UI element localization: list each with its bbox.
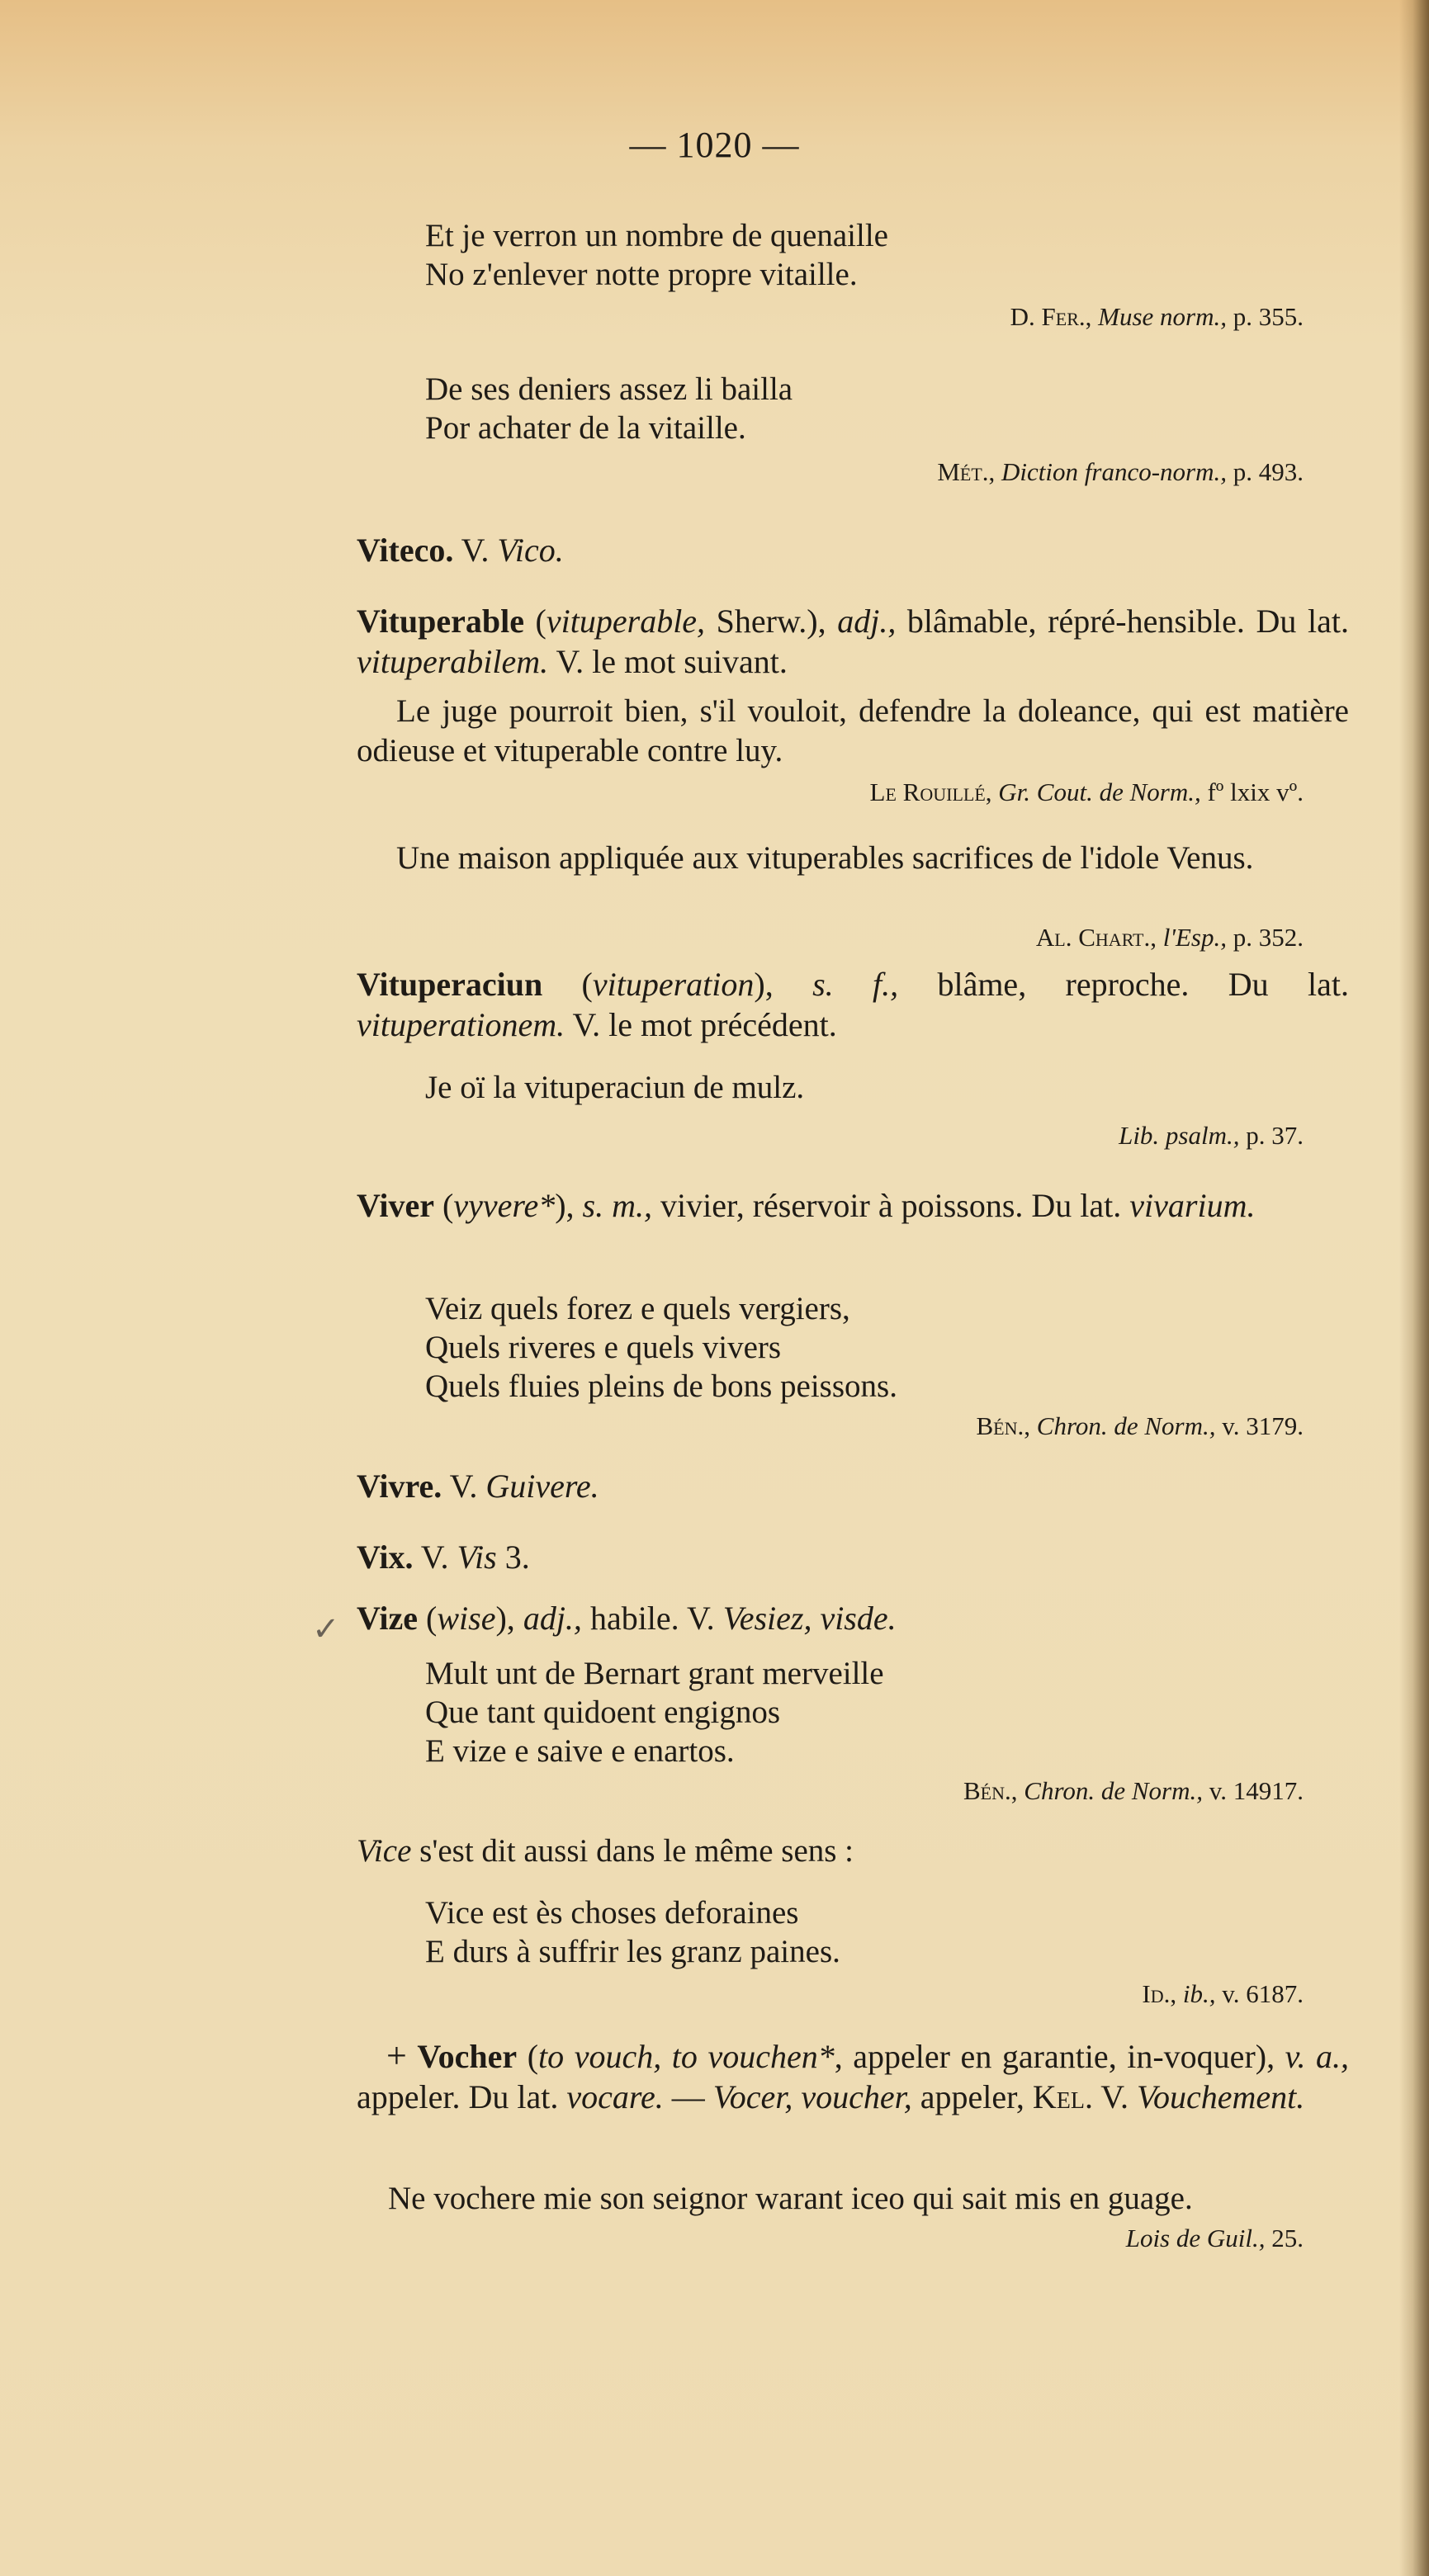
citation — [1142, 1979, 1304, 2009]
verse-line: Mult unt de Bernart grant merveille — [425, 1656, 884, 1691]
entry-text: V. le mot précédent. — [565, 1006, 837, 1043]
source-abbrev: Kel. — [1032, 2078, 1093, 2115]
entry-vituperaciun — [357, 964, 1349, 1045]
headword: Vocher — [417, 2038, 518, 2075]
citation-ref: p. 493. — [1233, 457, 1304, 486]
citation — [1119, 1121, 1304, 1151]
grammar-label: s. f., — [812, 966, 899, 1003]
entry-text: ), — [754, 966, 813, 1003]
verse-vitaille — [425, 370, 793, 447]
verse-psalm — [425, 1068, 804, 1107]
entry-viteco — [357, 530, 564, 570]
entry-vix — [357, 1537, 530, 1577]
entry-text: V. — [442, 1468, 486, 1505]
entry-text: appeler. Du lat. — [357, 2078, 567, 2115]
entry-viver — [357, 1185, 1349, 1226]
cross-reference: Vis — [457, 1539, 497, 1576]
verse-line: Et je verron un nombre de quenaille — [425, 218, 888, 253]
cross-mark-icon: + — [386, 2035, 407, 2076]
entry-text: ( — [542, 966, 593, 1003]
page-number: — 1020 — — [629, 125, 800, 165]
verse-bernart — [425, 1654, 884, 1770]
headword: Viteco. — [357, 532, 454, 569]
citation-author: D. Fer., — [1010, 302, 1092, 331]
entry-text: ), — [555, 1187, 583, 1224]
citation — [1010, 302, 1304, 332]
headword: Vize — [357, 1600, 419, 1637]
etymon: vyvere* — [453, 1187, 556, 1224]
grammar-label: v. a., — [1285, 2038, 1350, 2075]
verse-line: Por achater de la vitaille. — [425, 410, 746, 446]
entry-text: V. le mot suivant. — [548, 643, 788, 680]
verse-line: Ne vochere mie son seignor warant iceo qui sait mis en guage. — [388, 2181, 1193, 2216]
citation — [963, 1776, 1304, 1806]
headword: Vivre. — [357, 1468, 442, 1505]
entry-text: blâmable, répré-hensible. Du lat. — [896, 603, 1349, 640]
latin-etymon: vocare. — [566, 2078, 664, 2115]
citation-author: Bén., — [976, 1411, 1031, 1440]
verse-line: E vize e saive e enartos. — [425, 1733, 735, 1769]
verse-line: Vice est ès choses deforaines — [425, 1895, 799, 1931]
cross-reference: Vesiez, visde. — [722, 1600, 897, 1637]
citation-work: Chron. de Norm., — [1024, 1776, 1203, 1805]
citation-work: Muse norm., — [1098, 302, 1227, 331]
quote-text: Une maison appliquée aux vituperables sacrifices de l'idole Venus. — [396, 840, 1254, 876]
entry-vize — [357, 1598, 897, 1638]
quote-chartier — [357, 839, 1349, 878]
entry-text: V. — [1092, 2078, 1137, 2115]
grammar-label: adj., — [523, 1600, 582, 1637]
headword: Viver — [357, 1187, 435, 1224]
entry-text: — — [663, 2078, 713, 2115]
entry-text: ( — [523, 603, 547, 640]
etymon: to vouch, to vouchen* — [538, 2038, 835, 2075]
headword-variant: Vice — [357, 1833, 412, 1869]
entry-text: blâme, reproche. Du lat. — [898, 966, 1349, 1003]
verse-vivers — [425, 1289, 897, 1406]
verse-line: No z'enlever notte propre vitaille. — [425, 257, 858, 292]
etymon: wise — [437, 1600, 496, 1637]
latin-etymon: vituperationem. — [357, 1006, 565, 1043]
variant-forms: Vocer, voucher, — [712, 2078, 912, 2115]
citation-author: Mét., — [937, 457, 996, 486]
entry-text: vivier, réservoir à poissons. Du lat. — [652, 1187, 1130, 1224]
citation-author: Bén., — [963, 1776, 1018, 1805]
latin-etymon: vivarium. — [1129, 1187, 1256, 1224]
cross-reference: Vico. — [497, 532, 564, 569]
citation-ref: fº lxix vº. — [1207, 778, 1304, 806]
citation — [870, 778, 1304, 807]
citation-ref: v. 6187. — [1222, 1979, 1304, 2008]
citation — [1036, 923, 1304, 952]
citation-author: Al. Chart., — [1035, 923, 1157, 952]
citation-work: Lib. psalm., — [1119, 1121, 1240, 1150]
latin-etymon: vituperabilem. — [357, 643, 549, 680]
entry-text: , appeler en garantie, in-voquer), — [834, 2038, 1285, 2075]
etymon: vituperation — [592, 966, 755, 1003]
verse-line: Je oï la vituperaciun de mulz. — [425, 1070, 805, 1105]
citation-ref: v. 14917. — [1209, 1776, 1304, 1805]
grammar-label: adj., — [837, 603, 897, 640]
citation — [1126, 2224, 1304, 2253]
entry-text: ( — [418, 1600, 438, 1637]
verse-line: De ses deniers assez li bailla — [425, 371, 793, 407]
entry-text: V. — [413, 1539, 457, 1576]
entry-text: Sherw.), — [705, 603, 838, 640]
citation-work: Chron. de Norm., — [1036, 1411, 1216, 1440]
entry-text: ), — [495, 1600, 523, 1637]
quote-rouille — [357, 692, 1349, 771]
entry-vocher — [357, 2035, 1349, 2117]
cross-reference: Guivere. — [485, 1468, 599, 1505]
citation-ref: p. 352. — [1233, 923, 1304, 952]
entry-text: s'est dit aussi dans le même sens : — [411, 1833, 854, 1869]
citation-author: Id., — [1142, 1979, 1177, 2008]
citation — [937, 457, 1304, 487]
headword: Vituperaciun — [357, 966, 543, 1003]
citation-work: Lois de Guil., — [1125, 2224, 1266, 2252]
verse-line: Que tant quidoent engignos — [425, 1694, 781, 1730]
verse-line: E durs à suffrir les granz paines. — [425, 1934, 840, 1969]
citation — [977, 1411, 1304, 1441]
margin-tick-mark: ✓ — [312, 1610, 340, 1647]
entry-text: 3. — [496, 1539, 530, 1576]
page-edge-shadow — [1399, 0, 1429, 2576]
note-vice — [357, 1831, 854, 1871]
verse-line: Quels riveres e quels vivers — [425, 1330, 782, 1365]
entry-text: ( — [434, 1187, 454, 1224]
entry-text: habile. V. — [581, 1600, 723, 1637]
entry-text: ( — [517, 2038, 539, 2075]
citation-ref: p. 355. — [1233, 302, 1304, 331]
headword: Vix. — [357, 1539, 414, 1576]
citation-work: Diction franco-norm., — [1001, 457, 1227, 486]
verse-deforaines — [425, 1893, 840, 1971]
headword: Vituperable — [357, 603, 524, 640]
citation-work: ib., — [1182, 1979, 1216, 2008]
citation-author: Le Rouillé, — [869, 778, 992, 806]
citation-work: l'Esp., — [1162, 923, 1227, 952]
citation-ref: 25. — [1271, 2224, 1304, 2252]
citation-ref: v. 3179. — [1222, 1411, 1304, 1440]
verse-line: Quels fluies pleins de bons peissons. — [425, 1368, 897, 1404]
entry-text: V. — [453, 532, 498, 569]
quote-lois — [388, 2179, 1193, 2218]
cross-reference: Vouchement. — [1136, 2078, 1305, 2115]
entry-text: appeler, — [911, 2078, 1033, 2115]
citation-ref: p. 37. — [1246, 1121, 1304, 1150]
grammar-label: s. m., — [582, 1187, 652, 1224]
entry-vituperable — [357, 601, 1349, 682]
entry-vivre — [357, 1466, 599, 1506]
quote-text: Le juge pourroit bien, s'il vouloit, defendre la doleance, qui est matière odieuse et vituperable contre luy. — [357, 693, 1349, 768]
verse-line: Veiz quels forez e quels vergiers, — [425, 1291, 850, 1326]
etymon: vituperable, — [546, 603, 706, 640]
citation-work: Gr. Cout. de Norm., — [998, 778, 1201, 806]
verse-quenaille — [425, 216, 888, 294]
